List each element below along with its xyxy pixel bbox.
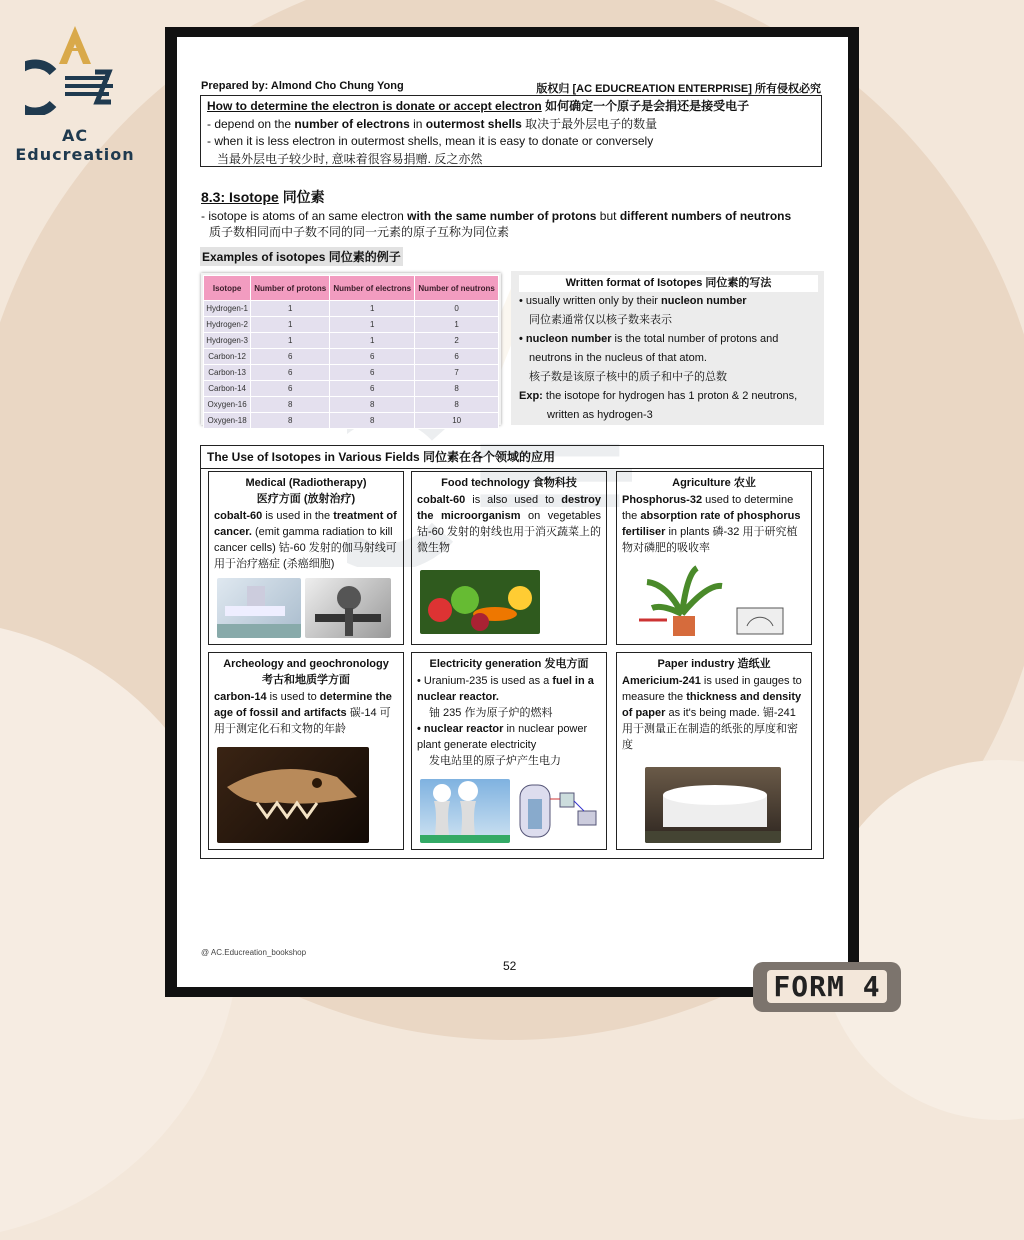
card-archeology xyxy=(208,652,404,850)
table-cell: Carbon-14 xyxy=(204,381,251,397)
table-cell: 6 xyxy=(251,349,330,365)
card-bold: determine the age of fossil and artifacts xyxy=(214,691,392,719)
worksheet-page xyxy=(177,37,848,987)
form-level-label: FORM 4 xyxy=(767,970,886,1003)
table-cell: Hydrogen-2 xyxy=(204,317,251,333)
def-bold: different numbers of neutrons xyxy=(619,209,792,223)
card-text: used to determine the xyxy=(622,494,794,522)
table-cell: 1 xyxy=(251,301,330,317)
table-cell: Carbon-13 xyxy=(204,365,251,381)
written-format-box xyxy=(511,271,824,425)
card-text: (emit gamma radiation to kill cancer cells) 钴-60 发射的伽马射线可用于治疗癌症 (杀癌细胞) xyxy=(214,526,397,570)
copyright-label: 版权归 [AC EDUCREATION ENTERPRISE] 所有侵权必究 xyxy=(536,83,821,95)
rule-bold: number of electrons xyxy=(294,116,410,131)
card-title: Food technology 食物科技 xyxy=(441,477,577,489)
table-cell: 0 xyxy=(415,301,499,317)
author-label: Prepared by: Almond Cho Chung Yong xyxy=(201,80,404,92)
table-cell: 1 xyxy=(415,317,499,333)
form-level-badge xyxy=(753,962,901,1012)
card-text: on vegetables 钴-60 发射的射线也用于消灭蔬菜上的微生物 xyxy=(417,510,601,554)
def-bold: with the same number of protons xyxy=(407,209,597,223)
def-text-cn: 质子数相同而中子数不同的同一元素的原子互称为同位素 xyxy=(209,225,510,239)
rule-text: in xyxy=(409,116,426,131)
page-number: 52 xyxy=(503,959,517,973)
card-title: Electricity generation 发电方面 xyxy=(429,658,589,670)
table-cell: Oxygen-16 xyxy=(204,397,251,413)
table-cell: 6 xyxy=(415,349,499,365)
table-cell: 8 xyxy=(415,381,499,397)
section-title-cn: 同位素 xyxy=(282,189,325,205)
card-text: is used to xyxy=(266,691,320,703)
table-cell: 6 xyxy=(251,381,330,397)
card-text: is used in the xyxy=(262,510,334,522)
table-cell: 1 xyxy=(330,317,415,333)
card-text: in plants 磷-32 用于研究植物对磷肥的吸收率 xyxy=(622,526,798,554)
isotope-table xyxy=(203,275,499,429)
rule-title-cn: 如何确定一个原子是会捐还是接受电子 xyxy=(545,99,750,113)
rule-bold: outermost shells xyxy=(425,116,522,131)
card-bold: • nuclear reactor xyxy=(417,723,504,735)
table-cell: 6 xyxy=(330,349,415,365)
format-text: • usually written only by their xyxy=(519,295,662,307)
table-row xyxy=(204,317,499,333)
format-text: is the total number of protons and xyxy=(611,333,779,345)
card-bold: Phosphorus-32 xyxy=(622,494,703,506)
card-text: in nuclear power plant generate electricity xyxy=(417,723,588,751)
table-cell: Carbon-12 xyxy=(204,349,251,365)
table-cell: 8 xyxy=(251,397,330,413)
card-bold: cobalt-60 xyxy=(417,494,466,506)
card-text: 碳-14 可用于测定化石和文物的年龄 xyxy=(214,707,391,735)
table-row xyxy=(204,381,499,397)
table-cell: 6 xyxy=(330,381,415,397)
table-cell: 1 xyxy=(330,333,415,349)
table-header-cell: Number of protons xyxy=(251,276,330,301)
table-cell: 8 xyxy=(330,397,415,413)
format-bold: • nucleon number xyxy=(519,333,612,345)
table-cell: 8 xyxy=(251,413,330,429)
table-cell: 10 xyxy=(415,413,499,429)
format-bold: Exp: xyxy=(519,390,543,402)
format-text: written as hydrogen-3 xyxy=(547,409,653,421)
table-cell: 1 xyxy=(330,301,415,317)
paper-mill-image xyxy=(645,767,781,843)
electron-rule-box xyxy=(200,95,822,167)
card-title: Medical (Radiotherapy) xyxy=(245,477,367,489)
rule-line-cn: 当最外层电子较少时, 意味着很容易捐赠. 反之亦然 xyxy=(217,151,483,166)
table-row xyxy=(204,413,499,429)
card-bold: absorption rate of phosphorus fertiliser xyxy=(622,510,801,538)
table-row xyxy=(204,333,499,349)
card-bold: thickness and density of paper xyxy=(622,691,802,719)
radiotherapy-device-image xyxy=(305,578,391,638)
card-paper-industry xyxy=(616,652,812,850)
table-header-cell: Number of electrons xyxy=(330,276,415,301)
card-bold: carbon-14 xyxy=(214,691,267,703)
card-title: Archeology and geochronology xyxy=(223,658,389,670)
table-cell: 8 xyxy=(330,413,415,429)
rule-text: - depend on the xyxy=(207,116,295,131)
format-text-cn: 同位素通常仅以核子数来表示 xyxy=(529,314,672,326)
brand-block xyxy=(0,20,150,164)
card-bold: destroy the microorganism xyxy=(417,494,601,522)
brand-name: AC Educreation xyxy=(15,126,135,164)
table-cell: 6 xyxy=(330,365,415,381)
format-text: neutrons in the nucleus of that atom. xyxy=(529,352,707,364)
card-bold: Americium-241 xyxy=(622,675,701,687)
radiotherapy-machine-image xyxy=(217,578,301,638)
rule-title: How to determine the electron is donate or accept electron xyxy=(207,99,542,113)
card-title: Agriculture 农业 xyxy=(672,477,756,489)
table-header-cell: Isotope xyxy=(204,276,251,301)
format-text: the isotope for hydrogen has 1 proton & 2 neutrons, xyxy=(542,390,798,402)
dinosaur-fossil-image xyxy=(217,747,369,843)
isotope-table-card xyxy=(201,273,501,425)
table-cell: Oxygen-18 xyxy=(204,413,251,429)
table-cell: 7 xyxy=(415,365,499,381)
table-cell: 1 xyxy=(251,333,330,349)
examples-title: Examples of isotopes 同位素的例子 xyxy=(200,247,403,266)
uses-title: The Use of Isotopes in Various Fields 同位素在各个领域的应用 xyxy=(201,446,823,469)
card-food-technology xyxy=(411,471,607,645)
card-text-cn: 铀 235 作为原子炉的燃料 xyxy=(429,707,553,719)
section-title xyxy=(201,187,325,207)
table-row xyxy=(204,349,499,365)
footer-credit: @ AC.Educreation_bookshop xyxy=(201,948,307,957)
card-text: is also used to xyxy=(465,494,562,506)
table-row xyxy=(204,397,499,413)
reactor-diagram-image xyxy=(514,779,600,843)
card-text: • Uranium-235 is used as a xyxy=(417,675,553,687)
card-text: is used in gauges to measure the xyxy=(622,675,802,703)
isotope-definition xyxy=(201,208,821,240)
card-bold: fuel in a nuclear reactor. xyxy=(417,675,594,703)
card-title: Paper industry 造纸业 xyxy=(657,658,771,670)
power-plant-image xyxy=(420,779,510,843)
card-medical xyxy=(208,471,404,645)
table-cell: 1 xyxy=(251,317,330,333)
brand-logo-icon xyxy=(25,20,125,115)
card-text: as it's being made. 镅-241 用于测量正在制造的纸张的厚度和密度 xyxy=(622,707,798,751)
table-row xyxy=(204,365,499,381)
vegetables-image xyxy=(420,570,540,634)
table-cell: 2 xyxy=(415,333,499,349)
rule-text-cn: 取决于最外层电子的数量 xyxy=(521,116,658,131)
table-row xyxy=(204,301,499,317)
table-header-cell: Number of neutrons xyxy=(415,276,499,301)
format-text-cn: 核子数是该原子核中的质子和中子的总数 xyxy=(529,371,727,383)
page-header xyxy=(201,80,821,96)
format-bold: nucleon number xyxy=(661,295,747,307)
card-title-cn: 考古和地质学方面 xyxy=(262,674,350,686)
table-cell: 6 xyxy=(251,365,330,381)
plant-gauge-image xyxy=(637,564,797,640)
table-cell: Hydrogen-1 xyxy=(204,301,251,317)
section-number: 8.3: Isotope xyxy=(201,189,279,205)
format-title: Written format of Isotopes 同位素的写法 xyxy=(519,275,818,292)
card-bold: treatment of cancer. xyxy=(214,510,397,538)
table-cell: 8 xyxy=(415,397,499,413)
card-bold: cobalt-60 xyxy=(214,510,263,522)
card-text-cn: 发电站里的原子炉产生电力 xyxy=(429,755,561,767)
rule-line: - when it is less electron in outermost shells, mean it is easy to donate or conversely xyxy=(207,134,654,148)
card-title-cn: 医疗方面 (放射治疗) xyxy=(256,493,356,505)
card-electricity xyxy=(411,652,607,850)
def-text: but xyxy=(596,209,620,223)
table-cell: Hydrogen-3 xyxy=(204,333,251,349)
card-agriculture xyxy=(616,471,812,645)
def-text: - isotope is atoms of an same electron xyxy=(201,209,408,223)
isotope-uses-section xyxy=(200,445,824,859)
